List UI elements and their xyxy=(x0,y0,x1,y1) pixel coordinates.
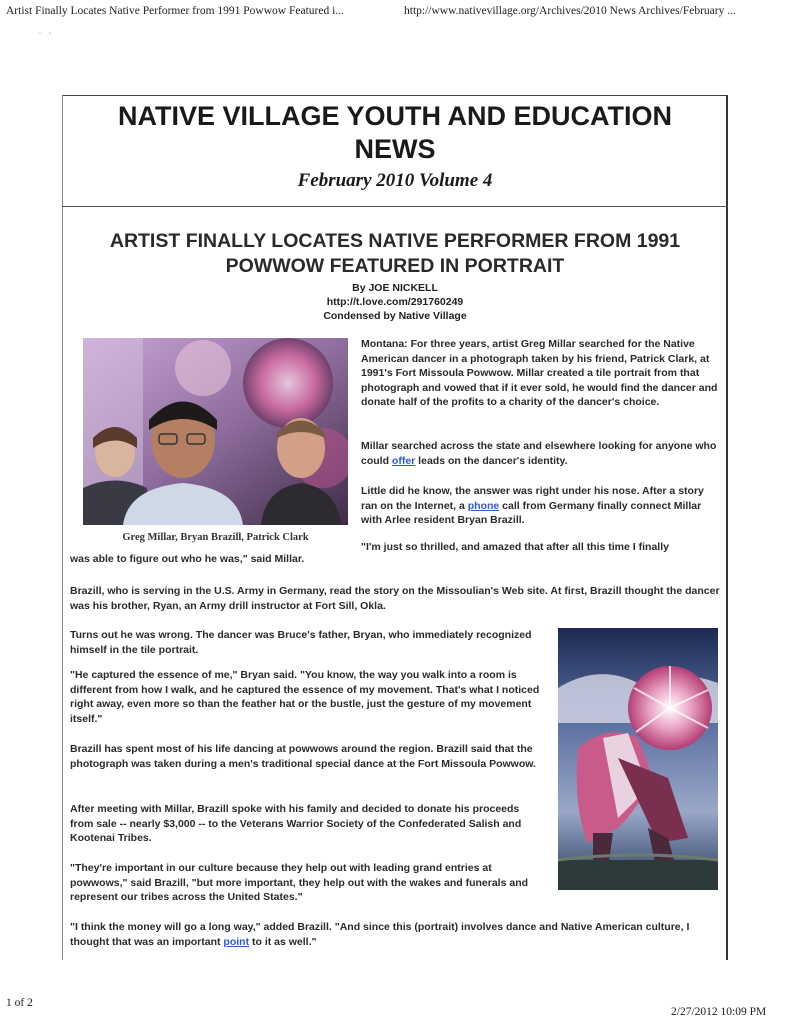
link-offer[interactable]: offer xyxy=(391,454,416,467)
footer-print-date: 2/27/2012 10:09 PM xyxy=(671,1006,767,1018)
masthead-divider xyxy=(62,206,728,207)
link-point[interactable]: point xyxy=(223,935,250,948)
paragraph-4-line-1: "I'm just so thrilled, and amazed that after all this time I finally xyxy=(361,541,669,553)
paragraph-11-text-end: to it as well." xyxy=(249,935,317,948)
masthead-title: NATIVE VILLAGE YOUTH AND EDUCATION NEWS xyxy=(117,101,672,164)
paragraph-5: Brazill, who is serving in the U.S. Army in Germany, read the story on the Missoulian's Web site. At first, Brazill thought the dancer was his brother, Ryan, an Army drill instructor at Fort Sill, Okla. xyxy=(70,585,720,612)
paragraph-3-text: Little did he know, the answer was right under his nose. After a story ran on the Internet, a xyxy=(361,485,704,512)
paragraph-2-text-end: leads on the dancer's identity. xyxy=(415,454,568,467)
paragraph-11-text: "I think the money will go a long way," added Brazill. "And since this (portrait) involves dance and Native American culture, I thought that was an important xyxy=(70,921,690,948)
byline-source-url: http://t.love.com/291760249 xyxy=(326,296,464,308)
photo-group-portrait xyxy=(83,338,348,525)
paragraph-1: Montana: For three years, artist Greg Millar searched for the Native American dancer in a photograph taken by his friend, Patrick Clark, at 1991's Fort Missoula Powwow. Millar created a tile portrait from that photograph and vowed that if it ever sold, he would find the dancer and donate half of the profits to a charity of the dancer's choice. xyxy=(361,338,718,408)
scan-marks: - - xyxy=(38,28,54,39)
masthead xyxy=(62,100,728,192)
paragraph-6: Turns out he was wrong. The dancer was Bruce's father, Bryan, who immediately recognized himself in the tile portrait. xyxy=(70,629,532,656)
byline-condensed: Condensed by Native Village xyxy=(323,310,467,322)
paragraph-10: "They're important in our culture because they help out with leading grand entries at powwows," said Brazill, "but more important, they help out with the wakes and funerals and represent our tribes across the United States." xyxy=(70,862,529,903)
byline-author: By JOE NICKELL xyxy=(352,282,438,294)
link-phone[interactable]: phone xyxy=(467,499,500,512)
paragraph-9: After meeting with Millar, Brazill spoke with his family and decided to donate his proceeds from sale -- nearly $3,000 -- to the Veterans Warrior Society of the Confederated Salish and Kootenai Tribes. xyxy=(70,803,522,844)
paragraph-4-line-2: was able to figure out who he was," said Millar. xyxy=(70,553,305,565)
browser-page-title: Artist Finally Locates Native Performer from 1991 Powwow Featured i... xyxy=(6,5,344,17)
paragraph-3-text-end: call from Germany finally connect Millar with Arlee resident Bryan Brazill. xyxy=(361,499,702,526)
footer-page-number: 1 of 2 xyxy=(6,997,33,1009)
masthead-issue: February 2010 Volume 4 xyxy=(297,170,493,191)
paragraph-7: "He captured the essence of me," Bryan said. "You know, the way you walk into a room is different from how I walk, and he captured the essence of my movement. That's what I noticed right away, even more so than the feather hat or the bustle, just the gesture of my movement itself." xyxy=(70,669,540,725)
paragraph-3 xyxy=(361,484,721,528)
paragraph-8: Brazill has spent most of his life dancing at powwows around the region. Brazill said that the photograph was taken during a men's traditional special dance at the Fort Missoula Powwow. xyxy=(70,743,536,770)
photo-tile-portrait-dancer xyxy=(558,628,718,890)
photo-caption: Greg Millar, Bryan Brazill, Patrick Clark xyxy=(122,532,309,543)
paragraph-11 xyxy=(70,920,720,949)
browser-page-url: http://www.nativevillage.org/Archives/2010 News Archives/February ... xyxy=(404,5,736,17)
paragraph-2 xyxy=(361,439,721,468)
paragraph-2-text: Millar searched across the state and elsewhere looking for anyone who could xyxy=(361,440,717,467)
article-headline: ARTIST FINALLY LOCATES NATIVE PERFORMER FROM 1991 POWWOW FEATURED IN PORTRAIT xyxy=(109,230,681,277)
article-byline-block xyxy=(80,281,710,323)
